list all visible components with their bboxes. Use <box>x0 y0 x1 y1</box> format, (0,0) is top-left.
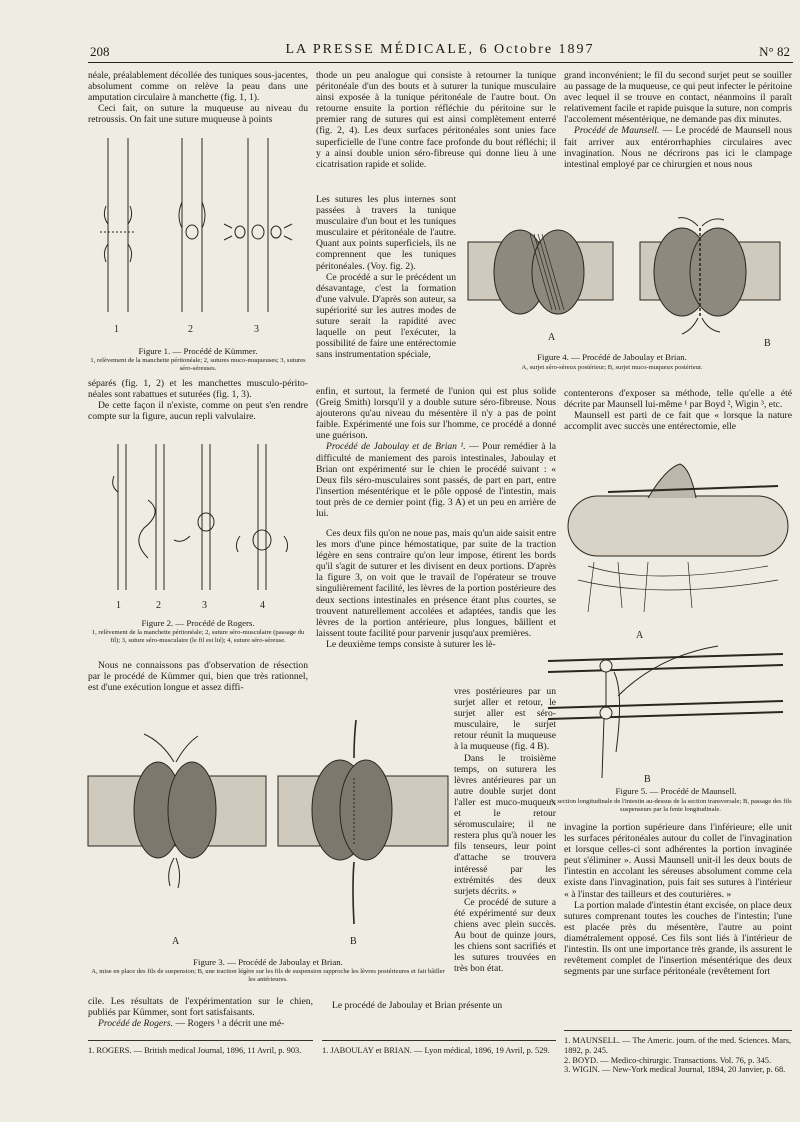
col1-paragraph-7: — Rogers ¹ a décrit une mé- <box>173 1018 285 1030</box>
header-rule <box>88 62 793 63</box>
footnote-maunsell: 1. MAUNSELL. — The Americ. journ. of the med. Sciences. Mars, 1892, p. 245. <box>564 1036 792 1055</box>
col2-paragraph-3: Ce procédé a sur le précédent un désavantage, c'est la formation d'une valvule. D'après son auteur, sa supériorité sur les autres modes de suture serait la rapidité avec laquelle on peut l'exécuter, la possibilité de faire une entérectomie sans instrumentation spéciale, <box>316 271 456 361</box>
col2-paragraph-6a: Le deuxième temps consiste à suturer les lè- <box>326 638 496 650</box>
footnote-boyd: 2. BOYD. — Medico-chirurgic. Transactions. Vol. 76, p. 345. <box>564 1055 772 1065</box>
col1-paragraph-5: Nous ne connaissons pas d'observation de résection par le procédé de Kümmer qui, bien que très rationnel, est d'une exécution longue et assez diffi- <box>88 660 308 694</box>
fig1-label-1: 1 <box>114 324 119 335</box>
footnote-wigin: 3. WIGIN. — New-York medical Journal, 1894, 20 Janvier, p. 68. <box>564 1065 786 1075</box>
footnote-rule-col2 <box>322 1040 556 1041</box>
footnotes-col3 <box>564 1036 792 1075</box>
column-2-end <box>322 1000 556 1011</box>
col3-paragraph-5: invagine la portion supérieure dans l'inférieure; elle unit les surfaces péritonéales autour du collet de l'invagination et lorsque celles-ci sont adhérentes la portion invaginée peut s'éliminer ». Aussi Maunsell unit-il les deux bouts de l'intestin en accolant les séreuses absolument comme cela existe dans l'invagination, puis fait ses sutures à l'intérieur « à l'instar des tailleurs et des couturières. » <box>564 822 792 900</box>
column-1-bottom <box>88 660 308 693</box>
fig5-legend: A, section longitudinale de l'intestin au-dessus de la section transversale; B, passage des fils suspenseurs par la fente longitudinale. <box>549 798 792 813</box>
fig1-legend: 1, relèvement de la manchette péritonéale; 2, sutures muco-muqueuses; 3, sutures séro-séreuses. <box>90 357 306 372</box>
col1-paragraph-6: cile. Les résultats de l'expérimentation sur le chien, publiés par Kümmer, sont fort satisfaisants. <box>88 996 313 1019</box>
fig1-label-2: 2 <box>188 324 193 335</box>
fig4-legend: A, surjet séro-séreux postérieur; B, surjet muco-muqueux postérieur. <box>521 364 703 371</box>
col2-paragraph-8: Ce procédé de suture a été expérimenté sur deux chiens avec plein succès. Au bout de quinze jours, les chiens sont sacrifiés et les sutures trouvées en très bon état. <box>454 896 556 975</box>
col2-paragraph-6b: vres postérieures par un surjet aller et retour, le surjet aller est séro-musculaire, le surjet retour réunit la muqueuse à la muqueuse (fig. 4 B). <box>454 686 556 753</box>
col3-heading-maunsell: Procédé de Maunsell. <box>574 125 660 137</box>
col1-paragraph-4: De cette façon il n'existe, comme on peut s'en rendre compte sur la figure, aucun repli valvulaire. <box>88 400 308 423</box>
col1-heading-rogers: Procédé de Rogers. <box>98 1018 174 1030</box>
col2-paragraph-7: Dans le troisième temps, on suturera les lèvres antérieures par un autre double surjet dont l'aller est muco-muqueux et le retour séromusculaire; il ne restera plus qu'à nouer les fils tenseurs, leur point d'attache se trouvera intéressé par les extrémités des deux surjets décrits. » <box>454 752 556 897</box>
column-2-narrow-lower <box>454 686 556 974</box>
column-3-mid <box>564 388 792 432</box>
column-2-mid2 <box>316 528 556 650</box>
fig2-label-3: 3 <box>202 600 207 611</box>
fig5-label-a: A <box>636 630 644 641</box>
col3-paragraph-2: — Le procédé de Maunsell nous fait arriver aux entérorrhaphies circulaires avec invagination. Nous ne décrirons pas ici le clampage intestinal employé par ce chirurgien et nous nous <box>564 125 792 170</box>
footnote-col1: 1. ROGERS. — British medical Journal, 1896, 11 Avril, p. 903. <box>88 1046 302 1055</box>
col2-paragraph-3b: enfin, et surtout, la fermeté de l'union qui est plus solide (Greig Smith) lorsqu'il y a double suture séro-fibreuse. Nous ajouterons qu'au niveau du mésentère il n'y a pas de point faible. Expérimenté une fois sur l'homme, ce procédé a donné une guérison. <box>316 386 556 442</box>
column-2-narrow <box>316 194 456 360</box>
column-1-top <box>88 70 308 125</box>
fig1-label-3: 3 <box>254 324 259 335</box>
issue-number: N° 82 <box>759 44 790 59</box>
page-number: 208 <box>90 44 110 59</box>
journal-title: LA PRESSE MÉDICALE, 6 Octobre 1897 <box>285 42 595 57</box>
figure-1-kummer <box>90 132 305 342</box>
col3-paragraph-6: La portion malade d'intestin étant excisée, on place deux sutures comprenant toutes les couches de l'intestin; l'une est placée près du mésentère, l'autre au point diamétralement opposé. Ces fils sont liés à l'intérieur de l'intestin. Ils ont une importance très grande, ils assurent le revêtement complet de l'insertion mésentérique des deux segments par une surface péritonéale (revêtement fort <box>564 899 792 978</box>
fig3-label-a: A <box>172 936 180 947</box>
fig5-caption: Figure 5. — Procédé de Maunsell. <box>615 786 737 796</box>
footnote-rule-col3 <box>564 1030 792 1031</box>
column-2-mid <box>316 386 556 519</box>
column-3-top <box>564 70 792 170</box>
footnote-col2: 1. JABOULAY et BRIAN. — Lyon médical, 1896, 19 Avril, p. 529. <box>322 1046 550 1055</box>
column-1-end <box>88 996 313 1029</box>
fig2-label-2: 2 <box>156 600 161 611</box>
col1-paragraph-3: séparés (fig. 1, 2) et les manchettes musculo-périto-néales sont rabattues et suturées (fig. 1, 3). <box>88 378 308 401</box>
fig1-caption: Figure 1. — Procédé de Kümmer. <box>138 346 258 356</box>
fig2-legend: 1, relèvement de la manchette péritonéale; 2, suture séro-musculaire (passage du fil); 3, suture séro-musculaire (le fil est lié); 4, suture séro-séreuse. <box>91 629 305 644</box>
col1-paragraph-1: néale, préalablement décollée des tuniques sous-jacentes, absolument comme on relève la peau dans une amputation circulaire à manchette (fig. 1, 1). <box>88 70 308 104</box>
col2-paragraph-9: Le procédé de Jaboulay et Brian présente un <box>332 1000 503 1011</box>
fig5-label-b: B <box>644 774 651 785</box>
column-2-top <box>316 70 556 170</box>
fig2-label-1: 1 <box>116 600 121 611</box>
figure-3-jaboulay-brian <box>88 718 448 948</box>
col2-heading-jaboulay: Procédé de Jaboulay et de Brian ¹. <box>326 441 466 453</box>
footnote-rule-col1 <box>88 1040 313 1041</box>
col2-paragraph-1: thode un peu analogue qui consiste à retourner la tunique péritonéale d'un des bouts et à suturer la tunique musculaire ainsi exposée à la tunique péritonéale de l'autre bout. On retourne ensuite la portion réfléchie du péritoine sur le premier rang de sutures qui est ainsi complètement enterré (fig. 2, 4). Les deux surfaces péritonéales sont unies face superficielle de l'une contre face profonde du bout réfléchi; il y a ainsi double union séro-fibreuse qui donne lieu à une cicatrisation rapide et solide. <box>316 70 556 170</box>
fig4-label-b: B <box>764 338 771 349</box>
col2-paragraph-2: Les sutures les plus internes sont passées à travers la tunique musculaire d'un bout et les tuniques musculaire et péritonéale de l'autre. Quant aux points superficiels, ils ne comprennent que les tuniques péritonéales. (Voy. fig. 2). <box>316 194 456 272</box>
col3-paragraph-1: grand inconvénient; le fil du second surjet peut se souiller au passage de la muqueuse, ce qui peut infecter le péritoine avec lequel il se trouve en contact, néanmoins il paraît relativement facile et rapide puisque la suture, non compris l'accolement mésentérique, ne demande pas dix minutes. <box>564 70 792 126</box>
fig3-legend: A, mise en place des fils de suspension; B, une traction légère sur les fils de suspension rapproche les lèvres postérieures et fait bâiller les antérieures. <box>91 968 445 983</box>
fig2-label-4: 4 <box>260 600 265 611</box>
col2-paragraph-4: — Pour remédier à la difficulté de maniement des parois intestinales, Jaboulay et Brian ont expérimenté sur le chien le procédé suivant : « Deux fils séro-musculaires sont passés, de part en part, entre l'insertion mésentérique et le pôle opposé de l'intestin, mais tout près de ce dernier point (fig. 3 A) et un peu en arrière de lui. <box>316 441 556 520</box>
fig3-label-b: B <box>350 936 357 947</box>
col2-paragraph-5: Ces deux fils qu'on ne noue pas, mais qu'un aide saisit entre les mors d'une pince hémostatique, par suite de la traction légère en sens contraire qu'on leur impose, étirent les bords qu'il s'agit de suturer et les divisent en deux portions. D'après la figure 3, on voit que le travail de l'opérateur se trouve singulièrement facilité, les lèvres de la portion postérieure des deux sections intestinales en présence étant plus courtes, se trouvent naturellement accolées et adaptées, tandis que les lèvres de la portion antérieure, plus longues, bâillent et laissent toute facilité pour parvenir jusqu'aux premières. <box>316 528 556 639</box>
col1-paragraph-2: Ceci fait, on suture la muqueuse au niveau du retroussis. On fait une suture muqueuse à points <box>88 103 308 126</box>
fig4-label-a: A <box>548 332 556 343</box>
fig3-caption: Figure 3. — Procédé de Jaboulay et Brian. <box>193 957 343 967</box>
col3-paragraph-3: contenterons d'exposer sa méthode, telle qu'elle a été décrite par Maunsell lui-même ¹ par Boyd ², Wigin ³, etc. <box>564 388 792 411</box>
figure-5-maunsell <box>548 446 793 786</box>
figure-2-rogers <box>90 440 305 615</box>
column-3-bottom <box>564 822 792 977</box>
col3-paragraph-4: Maunsell est parti de ce fait que « lorsque la nature accomplit avec succès une entérectomie, elle <box>564 410 792 433</box>
figure-4-jaboulay-brian <box>460 212 790 352</box>
fig2-caption: Figure 2. — Procédé de Rogers. <box>141 618 255 628</box>
page-header <box>90 42 790 62</box>
column-1-mid <box>88 378 308 422</box>
fig4-caption: Figure 4. — Procédé de Jaboulay et Brian. <box>537 352 687 362</box>
